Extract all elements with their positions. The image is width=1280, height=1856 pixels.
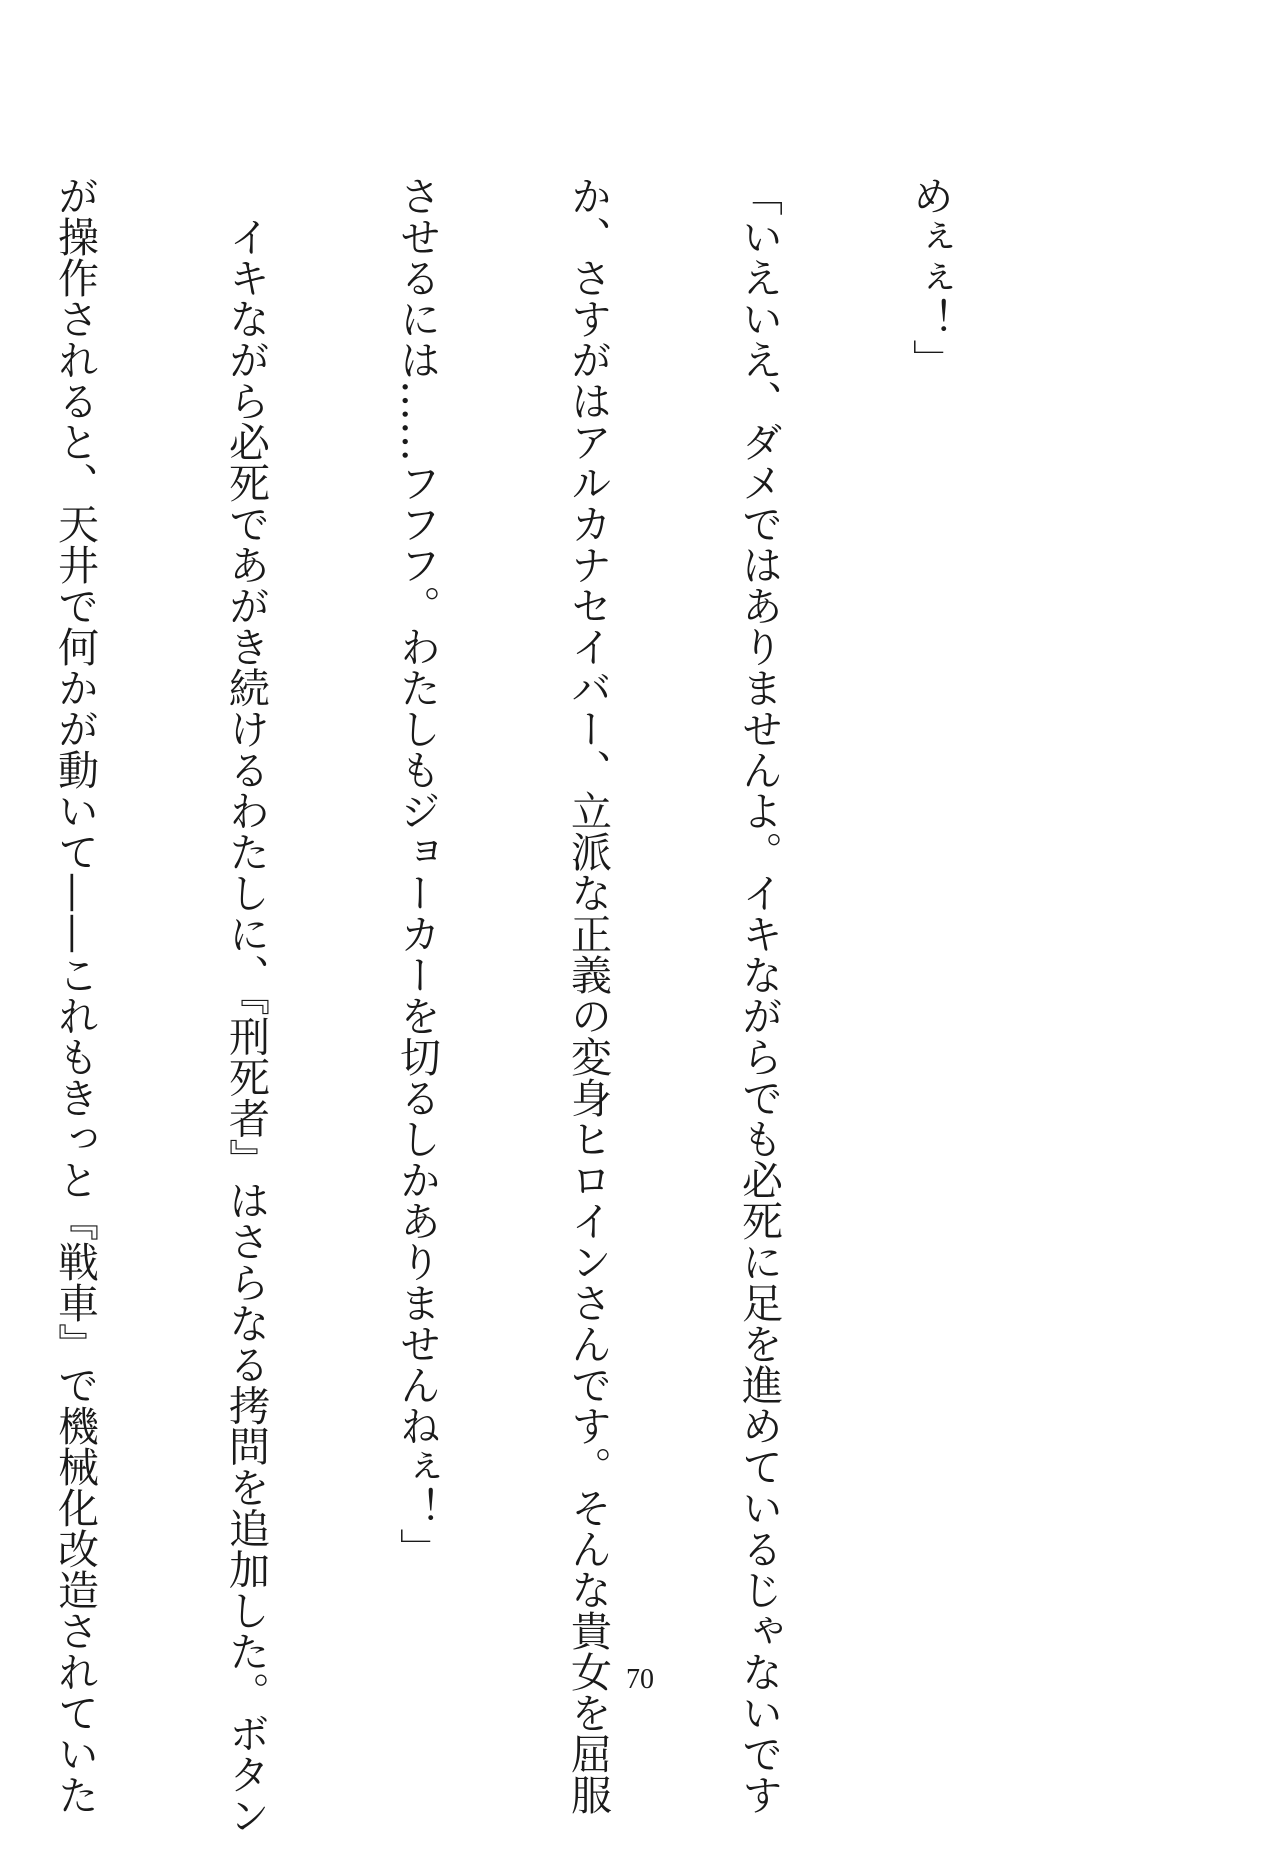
text-line: か、さすがはアルカナセイバー、立派な正義の変身ヒロインさんです。そんな貴女を屈服 (564, 175, 612, 1815)
text-line: させるには……フフフ。わたしもジョーカーを切るしかありませんねぇ！」 (393, 175, 441, 1569)
text-line: が操作されると、天井で何かが動いて——これもきっと『戦車』で機械化改造されていた (51, 175, 99, 1815)
page-number: 70 (626, 1664, 654, 1695)
text-line: めぇぇ！」 (906, 175, 954, 380)
text-line: 「いえいえ、ダメではありませんよ。イキながらでも必死に足を進めているじゃないです (735, 175, 783, 1815)
text-line: イキながら必死であがき続けるわたしに、『刑死者』はさらなる拷問を追加した。ボタン (222, 175, 270, 1836)
